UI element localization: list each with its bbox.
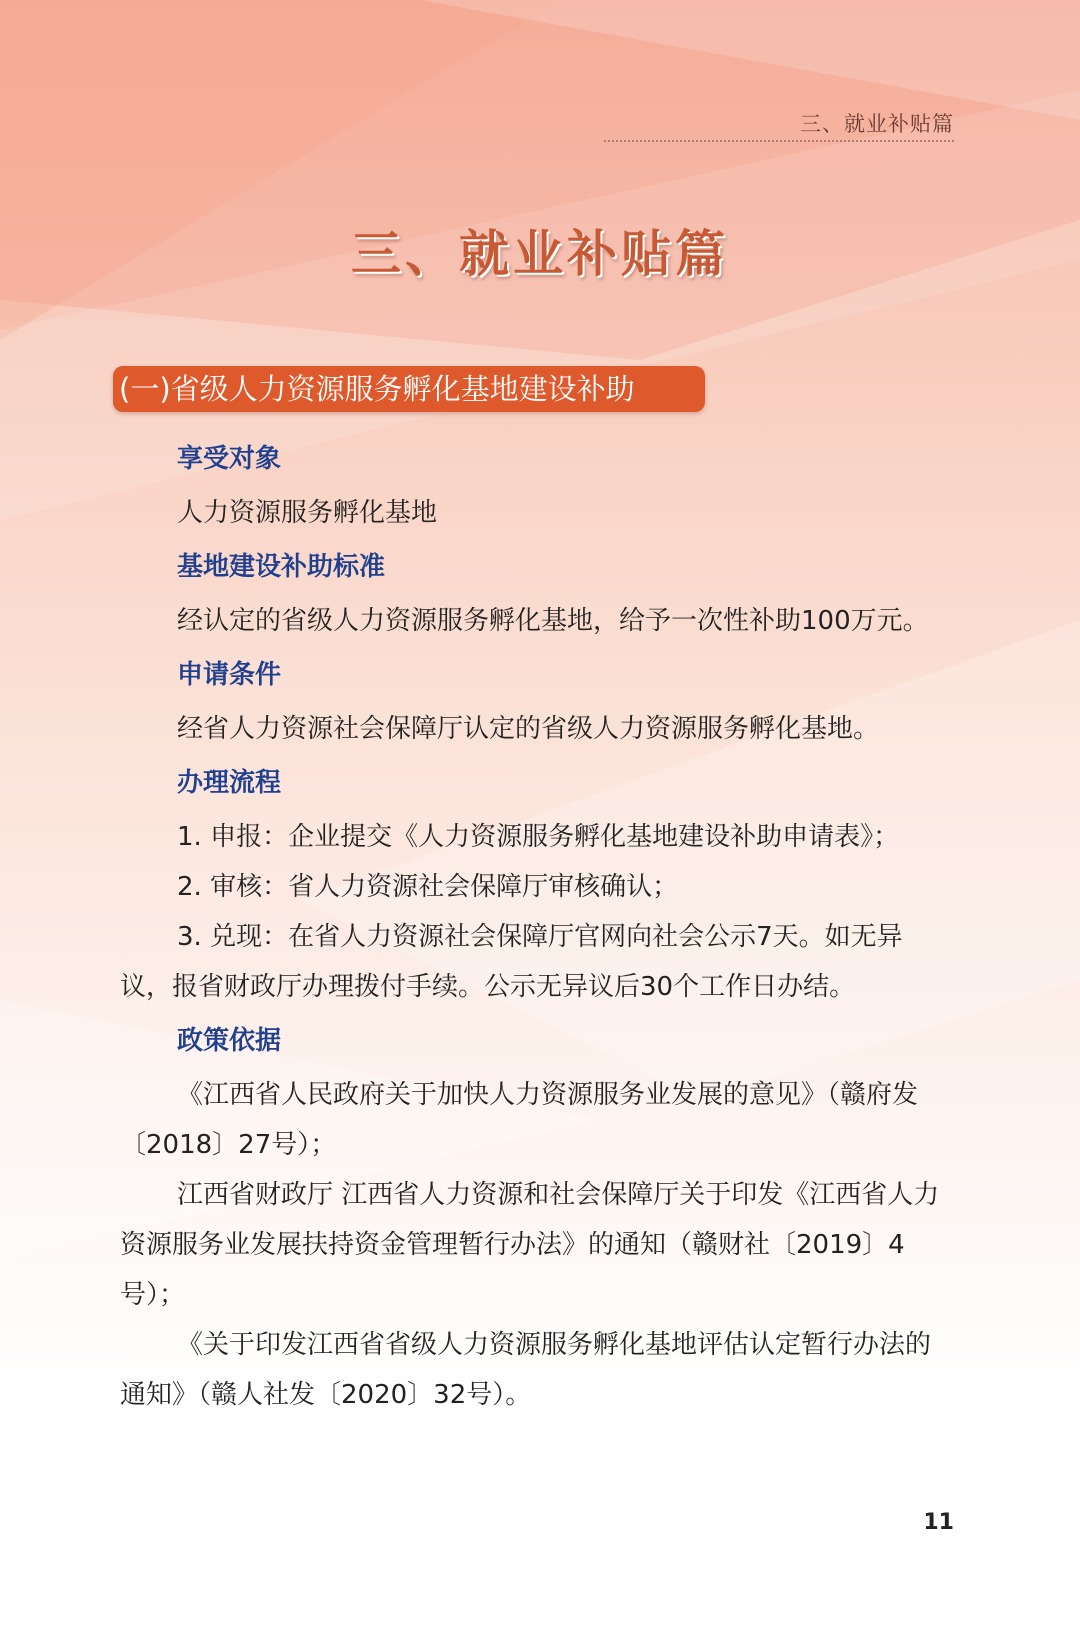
procedure-step: 3. 兑现：在省人力资源社会保障厅官网向社会公示7天。如无异议，报省财政厅办理拨付手续。公示无异议后30个工作日办结。 xyxy=(120,922,903,1002)
chapter-title: 三、就业补贴篇 xyxy=(351,224,729,283)
page-number: 11 xyxy=(923,1510,954,1535)
heading-procedure: 办理流程 xyxy=(177,768,282,798)
heading-application-conditions: 申请条件 xyxy=(177,660,282,690)
running-header: 三、就业补贴篇 xyxy=(800,112,954,136)
policy-reference: 江西省财政厅 江西省人力资源和社会保障厅关于印发《江西省人力资源服务业发展扶持资金管理暂行办法》的通知（赣财社〔2019〕4号）； xyxy=(120,1180,940,1310)
heading-policy-basis: 政策依据 xyxy=(177,1026,282,1056)
paragraph: 经认定的省级人力资源服务孵化基地，给予一次性补助100万元。 xyxy=(177,606,929,636)
page-content xyxy=(120,440,952,1420)
heading-subsidy-standard: 基地建设补助标准 xyxy=(177,552,386,582)
header-divider xyxy=(604,140,954,142)
procedure-step: 1. 申报：企业提交《人力资源服务孵化基地建设补助申请表》； xyxy=(177,822,900,852)
paragraph: 经省人力资源社会保障厅认定的省级人力资源服务孵化基地。 xyxy=(177,714,880,744)
policy-reference: 《江西省人民政府关于加快人力资源服务业发展的意见》（赣府发〔2018〕27号）； xyxy=(120,1080,919,1160)
heading-eligible-recipients: 享受对象 xyxy=(177,444,282,474)
procedure-step: 2. 审核：省人力资源社会保障厅审核确认； xyxy=(177,872,679,902)
policy-reference: 《关于印发江西省省级人力资源服务孵化基地评估认定暂行办法的通知》（赣人社发〔2020〕32号）。 xyxy=(120,1330,932,1410)
paragraph: 人力资源服务孵化基地 xyxy=(177,498,438,528)
section-title-banner: (一)省级人力资源服务孵化基地建设补助 xyxy=(113,366,705,412)
